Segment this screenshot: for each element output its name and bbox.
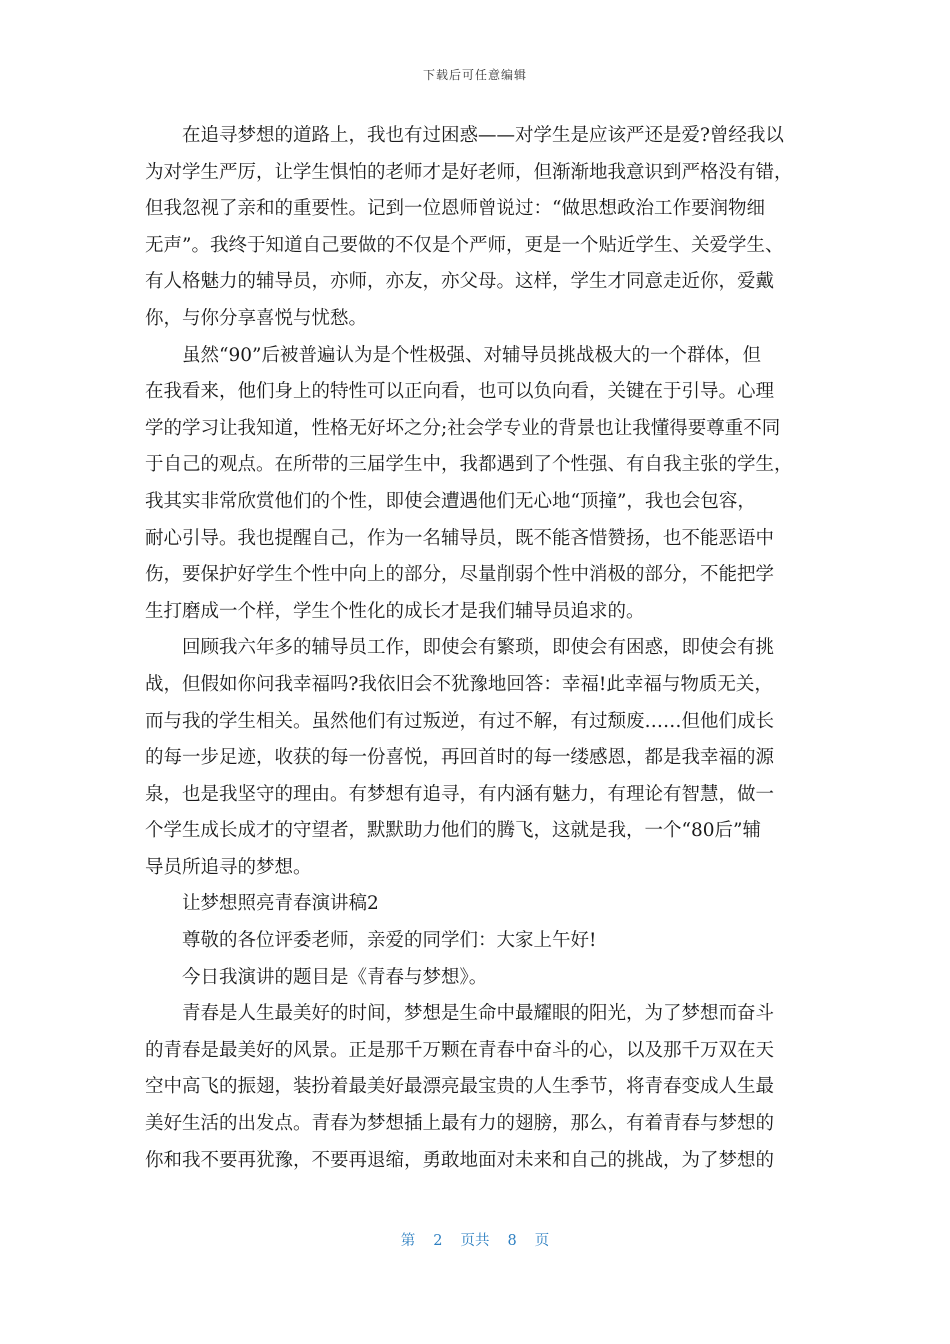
text-line: 战，但假如你问我幸福吗?我依旧会不犹豫地回答：幸福!此幸福与物质无关， <box>145 673 773 695</box>
text-line: 伤，要保护好学生个性中向上的部分，尽量削弱个性中消极的部分，不能把学 <box>145 564 775 586</box>
text-line: 的每一步足迹，收获的每一份喜悦，再回首时的每一缕感恩，都是我幸福的源 <box>145 747 775 769</box>
text-line: 尊敬的各位评委老师，亲爱的同学们：大家上午好! <box>182 930 597 952</box>
text-line: 导员所追寻的梦想。 <box>145 856 312 878</box>
page-header: 下载后可任意编辑 <box>422 68 527 82</box>
page-footer <box>0 1229 950 1250</box>
text-line: 生打磨成一个样，学生个性化的成长才是我们辅导员追求的。 <box>145 600 645 622</box>
text-line: 你，与你分享喜悦与忧愁。 <box>145 307 368 329</box>
text-line: 于自己的观点。在所带的三届学生中，我都遇到了个性强、有自我主张的学生， <box>145 454 793 476</box>
document-body <box>145 118 805 1179</box>
text-line: 而与我的学生相关。虽然他们有过叛逆，有过不解，有过颓废……但他们成长 <box>145 710 775 732</box>
text-line: 个学生成长成才的守望者，默默助力他们的腾飞，这就是我，一个“80后”辅 <box>145 820 761 842</box>
text-line: 虽然“90”后被普遍认为是个性极强、对辅导员挑战极大的一个群体，但 <box>182 344 761 366</box>
page-suffix: 页 <box>534 1233 550 1249</box>
page-middle: 页共 <box>460 1233 490 1249</box>
page-prefix: 第 <box>400 1233 416 1249</box>
text-line: 学的学习让我知道，性格无好坏之分;社会学专业的背景也让我懂得要尊重不同 <box>145 417 781 439</box>
text-line: 美好生活的出发点。青春为梦想插上最有力的翅膀，那么，有着青春与梦想的 <box>145 1113 775 1135</box>
text-line: 有人格魅力的辅导员，亦师，亦友，亦父母。这样，学生才同意走近你，爱戴 <box>145 271 775 293</box>
text-line: 空中高飞的振翅，装扮着最美好最漂亮最宝贵的人生季节，将青春变成人生最 <box>145 1076 775 1098</box>
text-line: 但我忽视了亲和的重要性。记到一位恩师曾说过：“做思想政治工作要润物细 <box>145 198 765 220</box>
text-line: 为对学生严厉，让学生惧怕的老师才是好老师，但渐渐地我意识到严格没有错， <box>145 161 793 183</box>
text-line: 青春是人生最美好的时间，梦想是生命中最耀眼的阳光，为了梦想而奋斗 <box>182 1003 775 1025</box>
text-line: 的青春是最美好的风景。正是那千万颗在青春中奋斗的心，以及那千万双在天 <box>145 1039 775 1061</box>
text-line: 泉，也是我坚守的理由。有梦想有追寻，有内涵有魅力，有理论有智慧，做一 <box>145 783 775 805</box>
text-line: 今日我演讲的题目是《青春与梦想》。 <box>182 966 488 988</box>
text-line: 回顾我六年多的辅导员工作，即使会有繁琐，即使会有困惑，即使会有挑 <box>182 637 775 659</box>
text-line: 在我看来，他们身上的特性可以正向看，也可以负向看，关键在于引导。心理 <box>145 381 775 403</box>
text-line: 我其实非常欣赏他们的个性，即使会遭遇他们无心地“顶撞”，我也会包容， <box>145 490 756 512</box>
current-page-number: 2 <box>433 1233 443 1249</box>
text-line: 无声”。我终于知道自己要做的不仅是个严师，更是一个贴近学生、关爱学生、 <box>145 234 784 256</box>
text-line: 在追寻梦想的道路上，我也有过困惑——对学生是应该严还是爱?曾经我以 <box>182 125 784 146</box>
text-line: 耐心引导。我也提醒自己，作为一名辅导员，既不能吝惜赞扬，也不能恶语中 <box>145 527 775 549</box>
total-pages-number: 8 <box>507 1233 517 1249</box>
text-line: 让梦想照亮青春演讲稿2 <box>182 893 379 915</box>
text-line: 你和我不要再犹豫，不要再退缩，勇敢地面对未来和自己的挑战，为了梦想的 <box>145 1149 775 1171</box>
